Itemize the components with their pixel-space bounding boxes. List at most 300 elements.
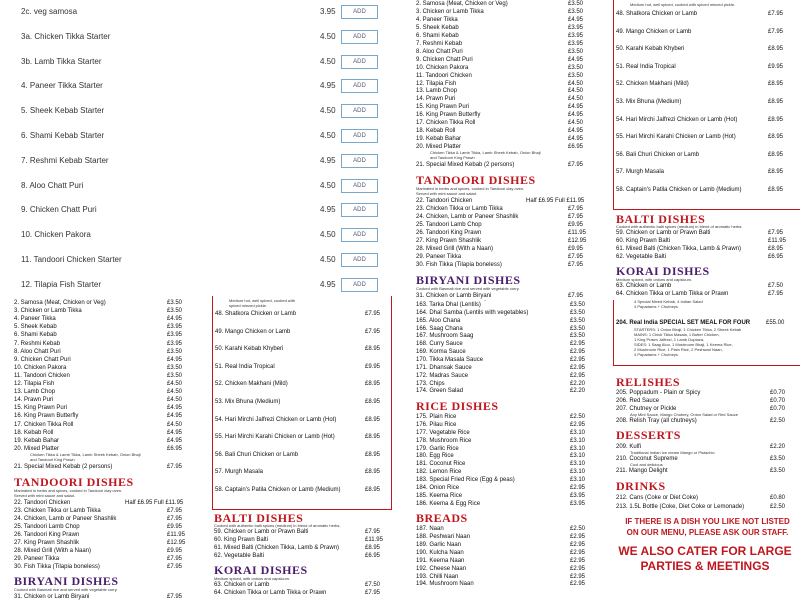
menu-item [416,197,585,205]
menu-item [416,492,594,500]
menu-item-price: £0.70 [770,398,786,404]
menu-item [14,331,191,339]
menu-item [416,119,592,127]
menu-item-price: £2.50 [770,504,786,510]
catering-banner: PARTIES & MEETINGS [640,559,770,573]
menu-item [215,451,389,459]
menu-item-price: £11.95 [568,229,586,236]
order-row [0,250,400,275]
item-name: 5. Sheek Kebab Starter [21,106,105,116]
menu-item-price: £2.95 [570,364,586,371]
menu-item-price: £3.50 [570,317,586,324]
menu-item-price: £4.95 [167,429,183,436]
add-button[interactable]: ADD [341,154,378,168]
menu-item-name: 168. Curry Sauce [416,341,463,348]
menu-image-specials [600,0,800,300]
menu-item-price: £8.95 [768,81,784,88]
menu-item [416,64,592,72]
menu-item [214,536,389,544]
menu-item [616,28,792,36]
menu-item-name: 193. Chilli Naan [416,573,459,580]
add-button[interactable]: ADD [341,253,378,267]
menu-item-price: £11.95 [365,536,383,543]
menu-item-name: 23. Chicken Tikka or Lamb Tikka [416,206,503,212]
menu-item [416,0,592,8]
menu-item [215,468,389,476]
add-button[interactable]: ADD [341,179,378,193]
menu-item-name: 204. Real India SPECIAL SET MEAL FOR FOUR [616,320,751,326]
menu-item [416,445,594,453]
section-heading: BREADS [416,511,468,526]
menu-item-name: 175. Plain Rice [416,414,457,421]
menu-item-price: £3.50 [167,300,183,306]
section-description: Marinated in herbs and spices, cooked in Tandoori clay oven. [14,487,123,493]
menu-item-price: £12.95 [167,539,186,546]
menu-item-price: £8.95 [365,416,381,423]
menu-item [14,563,191,571]
menu-item-price: £4.95 [167,356,183,363]
menu-item [616,80,792,88]
menu-item-name: 209. Kulfi [616,444,642,450]
menu-item [416,87,592,95]
menu-item-price: £4.50 [568,96,584,103]
menu-item-name: 182. Lemon Rice [416,469,462,476]
menu-item [616,237,792,245]
item-price: 4.50 [320,31,336,41]
menu-item [14,523,191,531]
add-button[interactable]: ADD [341,5,378,19]
order-row [0,76,400,101]
menu-item-price: £3.95 [570,500,586,507]
menu-item-name: 192. Cheese Naan [416,565,467,572]
menu-item-price: £8.95 [365,399,381,405]
menu-item-price: £2.95 [570,542,586,549]
menu-item [416,103,592,111]
menu-item [416,229,592,237]
menu-item [416,205,592,213]
menu-item-price: £3.50 [568,8,584,15]
menu-item-price: £8.95 [768,187,784,193]
menu-item-price: £4.50 [167,397,183,404]
menu-item-price: £3.50 [568,64,584,71]
order-row [0,2,400,27]
menu-item-price: £7.95 [167,594,183,600]
menu-item [416,8,592,16]
menu-item [616,389,794,397]
menu-item-price: £8.95 [768,151,784,158]
menu-item [416,213,592,221]
menu-item [416,573,594,581]
menu-item-price: £4.50 [568,80,584,87]
add-button[interactable]: ADD [341,30,378,44]
menu-item [215,328,389,336]
menu-item-price: £11.95 [768,237,786,244]
menu-item [14,437,191,445]
menu-item [215,310,389,318]
section-description: Cooked with Basmati rice and served with vegetable curry. [416,285,520,291]
order-row [0,176,400,201]
menu-item-price: £2.95 [570,372,586,379]
menu-item-name: 185. Keema Rice [416,492,463,499]
menu-item-description: and Tandoori King Prawn [30,456,75,462]
menu-item-name: 186. Keema & Egg Rice [416,500,481,507]
menu-item-name: 6. Shami Kebab [416,32,459,39]
menu-item-price: £4.95 [568,136,584,143]
menu-item-price: £55.00 [766,320,785,326]
menu-item [416,580,594,588]
add-button[interactable]: ADD [341,228,378,242]
menu-item-price: £7.95 [167,515,183,522]
menu-item-price: £2.20 [770,444,786,450]
menu-item-name: 172. Madras Sauce [416,372,469,379]
menu-item-name: 180. Egg Rice [416,453,454,460]
menu-item-name: 3. Chicken or Lamb Tikka [14,308,82,315]
menu-item-name: 49. Mango Chicken or Lamb [215,328,291,335]
menu-item-name: 4. Paneer Tikka [416,16,458,23]
menu-item [14,364,191,372]
menu-item-name: 19. Kebab Bahar [14,437,60,444]
menu-item-price: £6.95 [568,144,584,151]
menu-item-name: 206. Red Sauce [616,398,660,404]
menu-item-price: £4.95 [167,405,183,412]
menu-item [616,63,792,71]
item-price: 4.50 [320,56,336,66]
section-heading: TANDOORI DISHES [14,474,134,489]
menu-item-name: 62. Vegetable Balti [214,552,265,559]
menu-item [14,299,191,307]
order-row [0,126,400,151]
add-button[interactable]: ADD [341,278,378,292]
menu-item-price: £3.50 [167,364,183,371]
menu-item-name: 48. Shatkora Chicken or Lamb [215,311,297,317]
menu-item-price: £3.50 [167,308,183,315]
item-name: 11. Tandoori Chicken Starter [21,255,122,264]
menu-item-name: 11. Tandoori Chicken [416,72,472,79]
menu-item [616,290,792,298]
menu-item-price: £7.95 [167,507,183,514]
menu-item-price: £3.10 [570,437,586,444]
menu-item-name: 51. Real India Tropical [215,363,275,370]
menu-item-price: £7.95 [568,206,584,212]
section-description: Served with mint sauce and salad. [416,191,477,197]
order-row [0,27,400,52]
menu-item-name: 188. Peshwari Naan [416,534,471,541]
order-row [0,101,400,126]
menu-item-name: 54. Hari Mirchi Jalfrezi Chicken or Lamb (Hot) [215,416,337,423]
menu-item [616,10,792,18]
menu-item [215,486,389,494]
menu-item [416,16,592,24]
section-description: Served with mint sauce and salad. [14,492,75,498]
menu-item [416,437,594,445]
menu-item-price: £7.95 [167,555,183,562]
menu-item [616,282,792,290]
menu-item-description: Cool and delicious [630,462,663,467]
menu-item [416,80,592,88]
menu-item-price: £8.95 [365,451,381,458]
menu-item [215,380,389,388]
menu-item [14,307,191,315]
menu-item-price: £8.95 [768,245,784,252]
menu-item-name: 177. Vegetable Rice [416,429,470,436]
section-description: Medium spiced, with onions and capsicum. [616,276,693,282]
menu-item [416,292,592,300]
menu-item-price: £3.50 [568,48,584,55]
menu-item-name: 10. Chicken Pakora [416,64,469,71]
menu-item [416,549,594,557]
menu-item [215,345,389,353]
menu-item-name: 2. Samosa (Meat, Chicken or Veg) [416,1,508,7]
menu-item-price: £3.50 [568,72,584,79]
menu-item-name: 26. Tandoori King Prawn [416,229,482,236]
section-description: Marinated in herbs and spices, cooked in Tandoori clay oven. [416,186,525,192]
menu-item-price: £2.95 [570,356,586,363]
menu-item-name: 53. Mix Bhuna (Medium) [616,99,682,105]
menu-item-name: 5. Sheek Kebab [14,324,57,331]
menu-image-starters-2 [0,296,210,600]
item-name: 3b. Lamb Tikka Starter [21,56,102,66]
section-heading: KORAI DISHES [616,263,710,278]
menu-item [416,372,594,380]
menu-item [215,433,389,441]
menu-item [416,135,592,143]
menu-item-price: £4.95 [167,316,183,323]
menu-item [214,528,389,536]
menu-item-price: £3.50 [167,348,183,355]
menu-item [616,133,792,141]
section-heading: BALTI DISHES [214,511,304,525]
menu-item [416,32,592,40]
menu-item-price: £4.95 [568,104,584,111]
menu-item-price: £2.50 [570,526,586,533]
item-price: 4.50 [320,106,336,116]
menu-item-name: 25. Tandoori Lamb Chop [416,221,482,228]
menu-item-price: £2.95 [570,349,586,356]
menu-item-price: £2.95 [570,573,586,580]
menu-item-price: £2.95 [570,557,586,564]
menu-item [416,364,594,372]
menu-item-name: 59. Chicken or Lamb or Prawn Balti [616,230,711,236]
menu-item-name: 55. Hari Mirchi Karahi Chicken or Lamb (Hot) [215,434,335,441]
menu-item-name: 31. Chicken or Lamb Biryani [14,594,90,600]
menu-item-price: £3.50 [770,468,786,474]
menu-item-name: 61. Mixed Balti (Chicken Tikka, Lamb & Prawn) [616,245,742,252]
menu-item-price: £8.95 [365,544,381,551]
item-name: 3a. Chicken Tikka Starter [21,31,111,41]
menu-item-price: £4.50 [568,88,584,95]
menu-item-name: 213. 1.5L Bottle (Coke, Diet Coke or Lemonade) [616,504,745,510]
menu-item-description: 4 Special Mixed Kebab, 4 Indian Salad [634,300,703,304]
menu-item-name: 27. King Prawn Shashlik [14,539,80,546]
menu-item-price: £2.50 [770,418,786,424]
menu-item-price: £4.50 [167,381,183,387]
menu-item-name: 15. King Prawn Puri [14,405,68,412]
menu-item-price: £7.95 [167,463,183,470]
section-description: Cooked with authentic balti spices (medium) in blend of aromatic herbs. [214,523,341,528]
menu-item-description: Any Mint Sauce, Mango Chutney, Onion Salad or Red Sauce [630,412,738,417]
menu-item-description: MAINS: 1 Chick Tikka Masala, 1 Butter Chicken, [634,332,720,337]
menu-item-price: £12.95 [568,237,587,244]
menu-item [215,398,389,406]
menu-item-name: 26. Tandoori King Prawn [14,531,80,538]
add-button[interactable]: ADD [341,104,378,118]
menu-item-price: £9.95 [167,523,183,530]
menu-item-name: 48. Shatkora Chicken or Lamb [616,11,698,17]
menu-item-price: £2.95 [570,565,586,572]
menu-item-name: 171. Dhansak Sauce [416,364,472,371]
menu-item-name: 22. Tandoori Chicken [416,198,473,205]
menu-item-price: £6.95 [167,445,183,452]
menu-item-name: 9. Chicken Chatt Puri [416,56,473,63]
menu-item [416,557,594,565]
menu-item [416,525,594,533]
menu-item-name: 17. Chicken Tikka Roll [416,120,476,127]
menu-item-name: 56. Bali Churi Chicken or Lamb [616,151,700,158]
menu-item-name: 5. Sheek Kebab [416,24,459,31]
menu-item-price: £7.95 [365,311,381,317]
menu-item-price: £3.10 [570,469,586,476]
menu-item-name: 13. Lamb Chop [416,88,458,95]
menu-item-name: 205. Poppadum - Plain or Spicy [616,390,701,396]
menu-item-name: 30. Fish Tikka (Tilapia boneless) [416,261,502,268]
menu-item-description: Chicken Tikka & Lamb Tikka, Lamb Sheek Kebab, Onion Bhaji [30,451,141,457]
menu-item [14,515,191,523]
menu-item-price: £0.80 [770,495,786,501]
menu-item-price: £3.50 [167,372,183,379]
menu-item-name: 30. Fish Tikka (Tilapia boneless) [14,563,100,570]
menu-item-price: £3.95 [167,324,183,331]
menu-item [14,388,191,396]
menu-item-name: 29. Paneer Tikka [14,555,60,562]
menu-item [14,429,191,437]
order-row [0,52,400,77]
add-button[interactable]: ADD [341,129,378,143]
section-description: Cooked with authentic balti spices (medium) in blend of aromatic herbs. [616,224,743,229]
menu-item [14,539,191,547]
menu-item-name: 57. Murgh Masala [616,169,665,176]
section-heading: RICE DISHES [416,399,499,414]
menu-item [416,317,594,325]
add-button[interactable]: ADD [341,79,378,93]
add-button[interactable]: ADD [341,203,378,217]
item-price: 3.95 [320,7,336,16]
menu-item-price: £8.95 [768,169,784,176]
menu-item [416,301,594,309]
menu-item [14,593,191,600]
menu-item-name: 7. Reshmi Kebab [416,40,463,47]
menu-item-price: £2.50 [570,414,586,421]
menu-item [416,452,594,460]
menu-item [416,484,594,492]
menu-item-description: 4 Papadams + Chutneys [634,304,678,309]
menu-item-name: 57. Murgh Masala [215,469,264,476]
menu-item-name: 21. Special Mixed Kebab (2 persons) [14,463,113,470]
menu-item [416,340,594,348]
menu-item-name: 184. Onion Rice [416,484,460,491]
menu-item-name: 207. Chutney or Pickle [616,406,677,412]
menu-item-price: £9.95 [365,363,381,370]
menu-item [416,48,592,56]
order-list [0,0,400,296]
menu-item-name: 18. Kebab Roll [416,128,456,135]
item-name: 7. Reshmi Kebab Starter [21,155,109,165]
menu-item [215,363,389,371]
menu-item [14,323,191,331]
menu-item [416,348,594,356]
menu-item [616,98,792,106]
menu-item-price: Half £6.95 Full £11.95 [125,499,184,506]
menu-item-description: spiced minced pickle. [229,303,268,308]
menu-item [616,417,794,425]
menu-item-name: 58. Captain's Patila Chicken or Lamb (Medium) [616,187,742,193]
menu-item-price: £2.95 [570,341,586,348]
menu-item-name: 4. Paneer Tikka [14,316,56,323]
item-name: 9. Chicken Chatt Puri [21,205,97,215]
item-price: 4.50 [320,255,336,264]
menu-item [416,111,592,119]
menu-item-name: 59. Chicken or Lamb or Prawn Balti [214,529,309,535]
staff-notice: IF THERE IS A DISH YOU LIKE NOT LISTED [625,517,790,526]
menu-item [416,309,594,317]
menu-item-price: £3.10 [570,477,586,483]
menu-item-name: 20. Mixed Platter [14,445,60,452]
menu-item-name: 21. Special Mixed Kebab (2 persons) [416,162,515,169]
menu-item-name: 187. Naan [416,526,444,533]
menu-item-price: £6.95 [768,253,784,260]
menu-item-name: 164. Dhal Samba (Lentils with vegetables) [416,309,529,316]
menu-item [616,253,792,261]
menu-item [416,533,594,541]
menu-item-name: 60. King Prawn Balti [214,536,269,543]
menu-item-name: 24. Chicken, Lamb or Paneer Shashlik [416,213,519,220]
section-heading: BIRYANI DISHES [416,272,521,287]
menu-item [14,396,191,404]
menu-item-price: £4.95 [568,16,584,23]
menu-item-name: 211. Mango Delight [616,468,668,474]
menu-item [14,380,191,388]
menu-item [616,494,794,502]
menu-item-name: 16. King Prawn Butterfly [14,413,79,420]
menu-item-price: £3.50 [570,325,586,332]
menu-item-description: and Tandoori King Prawn [430,155,475,161]
menu-item-name: 49. Mango Chicken or Lamb [616,28,692,35]
item-price: 4.50 [320,180,336,190]
menu-item-name: 55. Hari Mirchi Karahi Chicken or Lamb (Hot) [616,134,736,141]
catering-banner: WE ALSO CATER FOR LARGE [618,544,792,558]
menu-item [215,416,389,424]
menu-item-price: £6.95 [365,552,381,559]
menu-item-name: 174. Green Salad [416,388,464,395]
menu-item-name: 170. Tikka Masala Sauce [416,356,484,363]
menu-item-name: 181. Coconut Rice [416,461,466,468]
menu-item-price: £8.95 [365,469,381,476]
menu-item-name: 23. Chicken Tikka or Lamb Tikka [14,507,101,514]
add-button[interactable]: ADD [341,55,378,69]
menu-item-name: 167. Mushroom Saag [416,333,474,340]
menu-item-price: £7.95 [167,563,183,570]
menu-item-price: £4.95 [568,56,584,63]
menu-item-name: 53. Mix Bhuna (Medium) [215,399,281,405]
menu-item-price: £11.95 [167,531,185,538]
item-price: 4.95 [320,81,336,91]
menu-item-name: 25. Tandoori Lamb Chop [14,523,80,530]
menu-item-price: £8.95 [768,46,784,53]
staff-notice: ON OUR MENU, PLEASE ASK OUR STAFF. [626,528,789,537]
menu-item [616,45,792,53]
menu-item [416,332,594,340]
menu-item [616,151,792,159]
menu-item-name: 14. Prawn Puri [14,397,54,404]
